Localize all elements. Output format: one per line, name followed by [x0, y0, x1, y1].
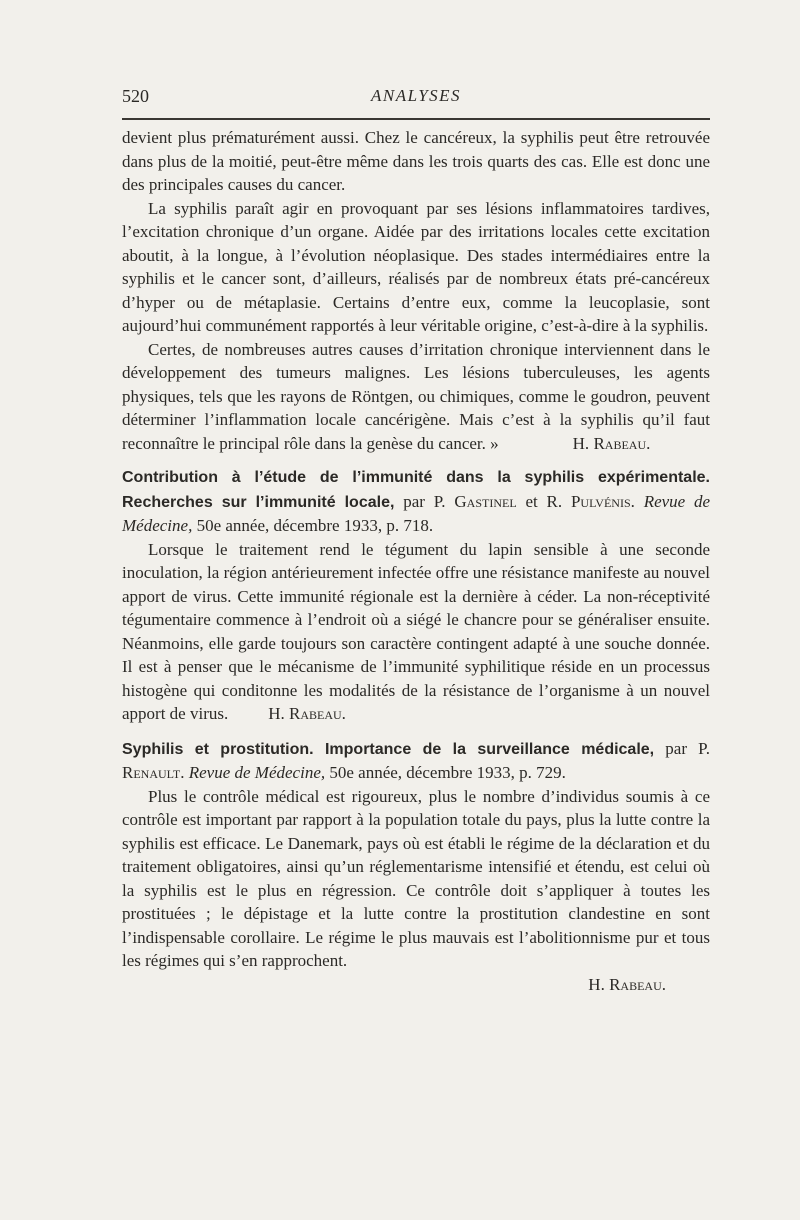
article-1-et: et R.	[525, 491, 563, 511]
article-2-signature	[122, 973, 710, 997]
article-1-author-1: Gastinel	[454, 491, 517, 511]
page-number: 520	[122, 86, 149, 106]
continuation-paragraph-2: La syphilis paraît agir en provoquant par ses lésions inflammatoires tardives, l’excitation chronique d’un organe. Aidée par des irritations locales cette excitation aboutit, à la longue, à l’évolution néoplasique. Des stades intermédiaires entre la syphilis et le cancer sont, d’ailleurs, réalisés par de nombreux états pré-cancéreux d’hyper ou de métaplasie. Certains d’entre eux, comme la leucoplasie, sont aujourd’hui communément rapportés à leur véritable origine, c’est-à-dire à la syphilis.	[122, 198, 710, 335]
article-1-heading	[122, 465, 710, 538]
article-2-signature-name: Rabeau.	[609, 974, 666, 994]
article-1-journal: Revue de Médecine,	[122, 491, 711, 535]
article-2-body: Plus le contrôle médical est rigoureux, plus le nombre d’individus soumis à ce contrôle est important par rapport à la population totale du pays, plus la lutte contre la syphilis est efficace. Le Danemark, pays où est établi le régime de la déclaration et du traitement obligatoires, ainsi qu’un réglementarisme intensifié et étendu, est celui où la syphilis est le plus en régression. Ce contrôle doit s’appliquer à toutes les prostituées ; le dépistage et la lutte contre la prostitution clandestine en sont l’indispensable corollaire. Le régime le plus mauvais est l’abolitionnisme pur et tous les régimes qui s’en rapprochent.	[122, 786, 710, 970]
signature	[505, 434, 651, 453]
article-2-author: Renault.	[122, 763, 185, 782]
continuation-paragraph-1: devient plus prématurément aussi. Chez le cancéreux, la syphilis peut être retrouvée dans plus de la moitié, peut-être même dans les trois quarts des cas. Elle est donc une des principales causes du cancer.	[122, 128, 710, 194]
header-rule	[122, 118, 710, 120]
article-1-signature	[234, 704, 346, 723]
article-2-title: Syphilis et prostitution. Importance de la surveillance médicale,	[122, 740, 655, 758]
article-1-body	[122, 538, 710, 726]
article-2-heading	[122, 737, 710, 785]
signature-initial: H.	[572, 433, 590, 453]
running-title: ANALYSES	[370, 86, 462, 105]
article-1-title: Contribution à l’étude de l’immunité dans la syphilis expérimentale. Recherches sur l’immunité locale,	[122, 469, 710, 511]
article-1-details: 50e année, décembre 1933, p. 718.	[196, 516, 434, 535]
article-1-par: par P.	[403, 491, 446, 511]
continuation-paragraph-3	[122, 338, 710, 456]
continuation-paragraph-3-text: Certes, de nombreuses autres causes d’irritation chronique interviennent dans le développement des tumeurs malignes. Les lésions tuberculeuses, les agents physiques, tels que les rayons de Röntgen, ou chimiques, comme le goudron, peuvent déterminer l’inflammation locale cancérigène. Mais c’est à la syphilis qu’il faut reconnaître le principal rôle dans la genèse du cancer. »	[122, 339, 710, 453]
article-2-signature-initial: H.	[588, 974, 605, 994]
article-2-details: 50e année, décembre 1933, p. 729.	[329, 763, 566, 782]
article-1-author-2: Pulvénis.	[570, 491, 635, 511]
signature-name: Rabeau.	[593, 433, 651, 453]
article-1-body-text: Lorsque le traitement rend le tégument du lapin sensible à une seconde inoculation, la région antérieurement infectée offre une résistance manifeste au nouvel apport de virus. Cette immunité régionale est la dernière à céder. La non-réceptivité tégumentaire commence à l’endroit où a siégé le chancre pour se généraliser ensuite. Néanmoins, elle garde toujours son caractère contingent adapté à une souche donnée. Il est à penser que le mécanisme de l’immunité syphilitique réside en un processus histogène qui conditonne les modalités de la résistance de l’organisme à un nouvel apport de virus.	[122, 539, 710, 723]
article-1-signature-name: Rabeau.	[289, 704, 346, 723]
article-2-par: par P.	[665, 738, 710, 758]
page-body	[122, 126, 710, 996]
article-2-journal: Revue de Médecine,	[188, 763, 326, 782]
page-header	[122, 86, 710, 108]
article-1-signature-initial: H.	[268, 704, 285, 723]
